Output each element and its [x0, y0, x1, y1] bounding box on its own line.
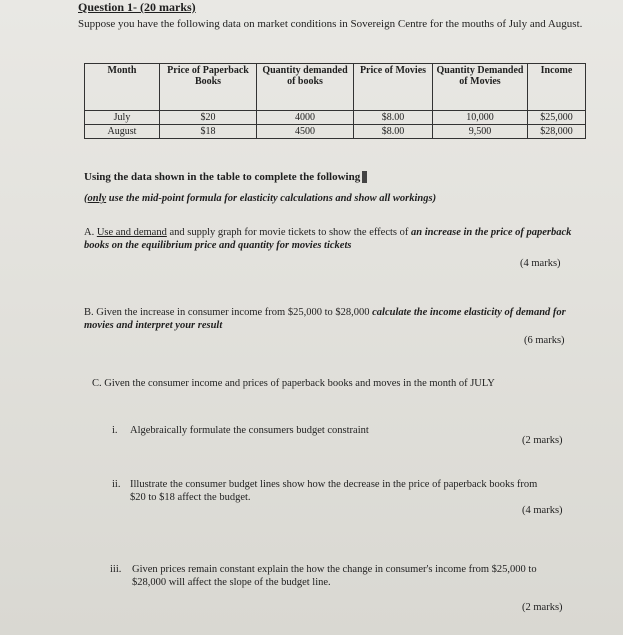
- question-c-iii-label: iii.: [110, 564, 122, 575]
- cell: July: [85, 111, 160, 125]
- table-header-row: [85, 64, 586, 111]
- question-a-marks: (4 marks): [520, 258, 561, 269]
- cell: $28,000: [528, 125, 586, 139]
- note-only: only: [87, 193, 107, 204]
- cell: 4000: [257, 111, 354, 125]
- note-rest: use the mid-point formula for elasticity calculations and show all workings): [106, 193, 437, 204]
- cell: $18: [160, 125, 257, 139]
- cell: $20: [160, 111, 257, 125]
- question-b-marks: (6 marks): [524, 335, 565, 346]
- question-c-i-text: Algebraically formulate the consumers budget constraint: [130, 425, 369, 436]
- cell: 9,500: [433, 125, 528, 139]
- instruction-label: Using the data shown in the table to complete the following: [84, 171, 361, 183]
- header-price-movies: Price of Movies: [354, 64, 433, 111]
- question-c-i-label: i.: [112, 425, 118, 436]
- question-c-iii-text: Given prices remain constant explain the how the change in consumer's income from $25,000 to $28,000 will affect the slope of the budget line.: [132, 564, 537, 588]
- table-row: [85, 125, 586, 139]
- table-row: [85, 111, 586, 125]
- formula-note: [84, 193, 436, 204]
- header-qty-books: Quantity demanded of books: [257, 64, 354, 111]
- cell: 10,000: [433, 111, 528, 125]
- question-b-part1: Given the increase in consumer income from $25,000 to $28,000: [96, 307, 373, 318]
- market-data-table: [84, 63, 586, 139]
- question-a-label: A.: [84, 227, 95, 238]
- text-cursor: [362, 171, 367, 183]
- question-c-label: C.: [92, 378, 102, 389]
- question-a-part2: and supply graph for movie tickets to show the effects of: [166, 227, 411, 238]
- question-c-text: Given the consumer income and prices of paperback books and moves in the month of JULY: [104, 378, 495, 389]
- intro-text: Suppose you have the following data on market conditions in Sovereign Centre for the mouths of July and August.: [78, 18, 583, 30]
- question-a: [84, 226, 592, 252]
- question-b-part2: calculate the income elasticity of demand for movies and interpret your result: [84, 307, 566, 331]
- header-month: Month: [85, 64, 160, 111]
- question-c-ii-marks: (4 marks): [522, 505, 563, 516]
- instruction-text: [84, 171, 367, 183]
- question-b: [84, 306, 584, 332]
- cell: $25,000: [528, 111, 586, 125]
- question-a-part1: Use and demand: [96, 227, 167, 238]
- question-c-ii-text: Illustrate the consumer budget lines show how the decrease in the price of paperback books from $20 to $18 affect the budget.: [130, 479, 538, 503]
- question-c-i-marks: (2 marks): [522, 435, 563, 446]
- question-c-iii-marks: (2 marks): [522, 602, 563, 613]
- question-c-ii-label: ii.: [112, 479, 121, 490]
- question-a-part3: an increase in the price of paperback books on the equilibrium price and quantity for movies tickets: [84, 227, 572, 251]
- question-title: Question 1- (20 marks): [78, 0, 196, 14]
- header-qty-movies: Quantity Demanded of Movies: [433, 64, 528, 111]
- question-b-label: B.: [84, 307, 94, 318]
- header-price-books: Price of Paperback Books: [160, 64, 257, 111]
- note-open-paren: (: [84, 193, 88, 204]
- cell: 4500: [257, 125, 354, 139]
- header-income: Income: [528, 64, 586, 111]
- cell: August: [85, 125, 160, 139]
- cell: $8.00: [354, 111, 433, 125]
- cell: $8.00: [354, 125, 433, 139]
- question-c: [92, 377, 562, 390]
